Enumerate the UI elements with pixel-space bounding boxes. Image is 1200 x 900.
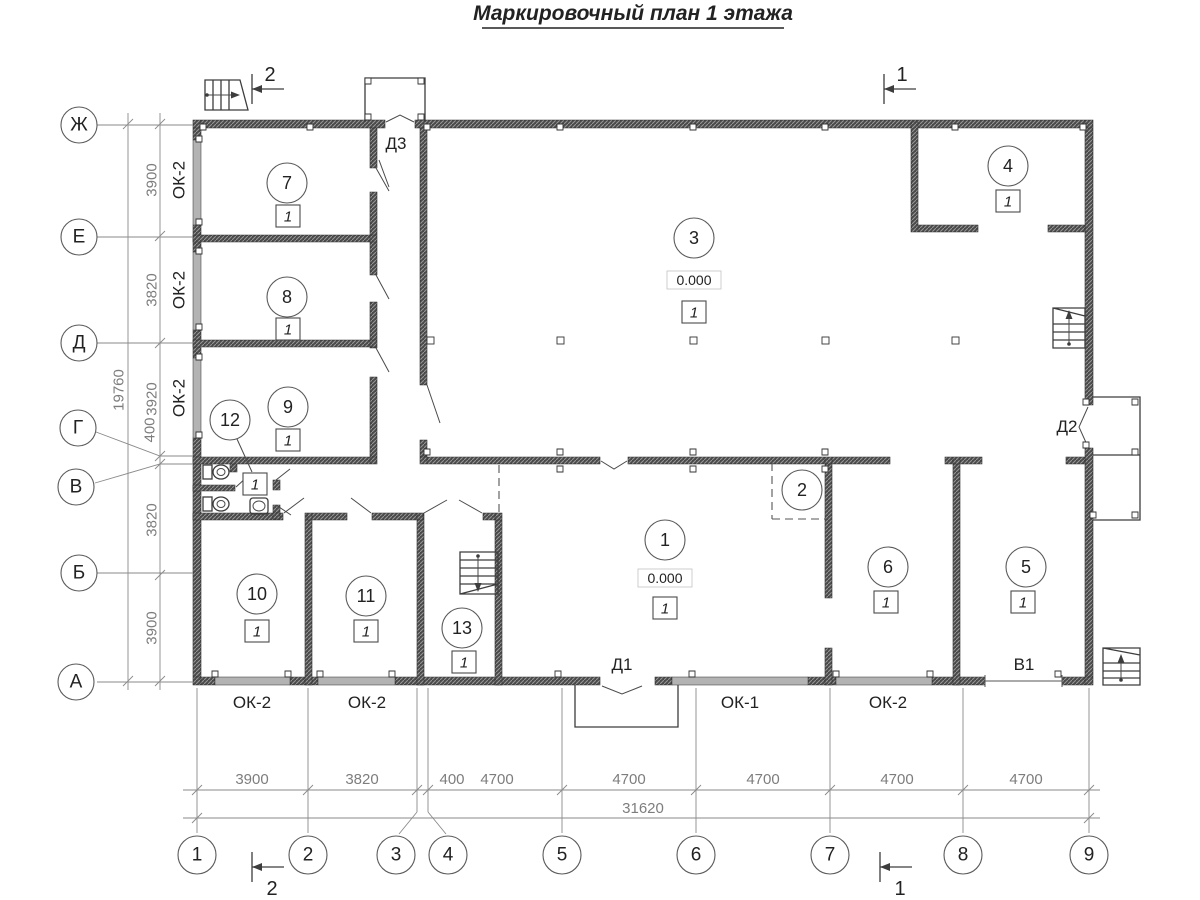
gate-opening-line <box>985 675 1062 687</box>
section-mark-2-bottom <box>252 852 284 900</box>
section-number: 2 <box>264 64 276 86</box>
room-number: 13 <box>451 618 473 638</box>
finish-number: 1 <box>250 476 260 494</box>
column <box>822 337 829 344</box>
exterior-stair-top-left <box>205 80 248 110</box>
door-label-d2: Д2 <box>1056 417 1078 436</box>
interior-stair-room13 <box>460 552 498 594</box>
finish-number: 1 <box>689 304 699 322</box>
door-label-d3: Д3 <box>385 134 407 153</box>
dimension-text: 400 <box>439 771 465 788</box>
section-arrowhead <box>252 863 262 871</box>
axis-label: 3 <box>390 844 402 866</box>
finish-number: 1 <box>283 208 293 226</box>
interior-walls <box>193 122 1085 685</box>
dimension-text: 4700 <box>1009 771 1043 788</box>
finish-number: 1 <box>660 600 670 618</box>
section-number: 1 <box>894 878 906 900</box>
exterior-stair-bottom-right <box>1103 648 1140 685</box>
stair-arrowhead <box>231 92 240 99</box>
toilet-bowl-inner <box>217 469 225 476</box>
room-number: 9 <box>282 397 294 417</box>
section-number: 2 <box>266 878 278 900</box>
window-label-ok2-bottom-1: ОК-2 <box>232 693 272 712</box>
section-mark-1-top <box>884 64 916 104</box>
finish-number: 1 <box>252 623 262 641</box>
finish-number: 1 <box>283 321 293 339</box>
room-marker-10 <box>237 574 277 642</box>
axis-label: Б <box>72 562 86 584</box>
window-label-ok2-bottom-3: ОК-2 <box>868 693 908 712</box>
axis-label: Ж <box>70 114 88 136</box>
finish-number: 1 <box>1003 193 1013 211</box>
room-marker-6 <box>868 547 908 613</box>
toilet-bowl <box>213 497 229 511</box>
dimension-text: 3900 <box>235 771 269 788</box>
window-label-ok1-bottom: ОК-1 <box>720 693 760 712</box>
axis-label: Е <box>72 226 86 248</box>
bottom-axis-grid <box>178 688 1108 874</box>
room-number: 1 <box>659 530 671 550</box>
toilet-tank <box>203 497 212 511</box>
finish-number: 1 <box>361 623 371 641</box>
section-mark-2-top <box>252 64 284 104</box>
stair-start-dot <box>1067 342 1071 346</box>
dimension-total-text: 31620 <box>622 800 664 817</box>
section-number: 1 <box>896 64 908 86</box>
interior-stair-right <box>1053 308 1085 348</box>
axis-label: А <box>69 671 83 693</box>
room-number: 4 <box>1002 156 1014 176</box>
toilet-icon <box>203 497 229 511</box>
dimension-text: 3900 <box>143 163 161 197</box>
room-number: 2 <box>796 480 808 500</box>
axis-label: В <box>69 476 83 498</box>
room-marker-13 <box>442 608 482 673</box>
level-mark: 0.000 <box>647 570 683 586</box>
gate-label-v1: В1 <box>1013 655 1035 674</box>
window-label-ok2-left-3: ОК-2 <box>169 378 189 418</box>
stair-start-dot <box>1119 678 1123 682</box>
dimension-text: 4700 <box>480 771 514 788</box>
toilet-bowl <box>213 465 229 479</box>
room-marker-12 <box>210 400 267 495</box>
dimension-text: 3900 <box>143 611 161 645</box>
room-marker-7 <box>267 163 307 227</box>
column-grid <box>427 337 959 344</box>
room-number: 11 <box>356 586 376 606</box>
toilet-icon <box>203 465 229 479</box>
room-number: 3 <box>688 228 700 248</box>
axis-label: 4 <box>442 844 454 866</box>
stair-arrowhead <box>475 583 482 592</box>
stair-start-dot <box>476 554 480 558</box>
dimension-text: 400 <box>141 417 159 443</box>
washbasin-inner <box>253 501 265 511</box>
stair-start-dot <box>205 93 209 97</box>
room-marker-8 <box>267 277 307 340</box>
axis-label: 6 <box>690 844 702 866</box>
axis-label: 5 <box>556 844 568 866</box>
section-arrowhead <box>252 85 262 93</box>
dimension-text: 4700 <box>612 771 646 788</box>
axis-label: 7 <box>824 844 836 866</box>
window-label-ok2-left-1: ОК-2 <box>169 160 189 200</box>
toilet-bowl-inner <box>217 501 225 508</box>
room-number: 10 <box>246 584 268 604</box>
entrance-porch-bottom <box>575 685 678 727</box>
column <box>690 337 697 344</box>
column <box>952 337 959 344</box>
dimension-text: 3820 <box>143 503 161 537</box>
room-marker-2 <box>782 470 822 510</box>
room-number: 7 <box>281 173 293 193</box>
stair-arrowhead <box>1118 654 1125 663</box>
leader-line <box>237 439 252 472</box>
entrance-vestibule-top <box>365 78 425 122</box>
room-marker-3 <box>667 218 721 323</box>
axis-label: 1 <box>191 844 203 866</box>
room-marker-4 <box>988 146 1028 212</box>
room-number: 5 <box>1020 557 1032 577</box>
dimension-text: 4700 <box>880 771 914 788</box>
room-marker-11 <box>346 576 386 642</box>
axis-label: Д <box>72 332 86 354</box>
room-number: 8 <box>281 287 293 307</box>
section-arrowhead <box>884 85 894 93</box>
axis-label: 2 <box>302 844 314 866</box>
finish-number: 1 <box>459 654 469 672</box>
section-arrowhead <box>880 863 890 871</box>
page-title: Маркировочный план 1 этажа <box>473 2 793 25</box>
level-mark: 0.000 <box>676 272 712 288</box>
entrance-porch-right <box>1093 397 1140 520</box>
room-number: 6 <box>882 557 894 577</box>
column <box>557 337 564 344</box>
door-label-d1: Д1 <box>611 655 633 674</box>
column <box>427 337 434 344</box>
axis-label: 9 <box>1083 844 1095 866</box>
toilet-tank <box>203 465 212 479</box>
finish-number: 1 <box>283 432 293 450</box>
window-label-ok2-left-2: ОК-2 <box>169 270 189 310</box>
finish-number: 1 <box>881 594 891 612</box>
window-label-ok2-bottom-2: ОК-2 <box>347 693 387 712</box>
axis-label: 8 <box>957 844 969 866</box>
dimension-text: 3920 <box>143 382 161 416</box>
washbasin-icon <box>250 498 268 514</box>
axis-label: Г <box>72 417 84 439</box>
room-number: 12 <box>219 410 241 430</box>
dimension-text: 3820 <box>143 273 161 307</box>
room-marker-5 <box>1006 547 1046 613</box>
section-mark-1-bottom <box>880 852 912 900</box>
dimension-text: 3820 <box>345 771 379 788</box>
room-marker-1 <box>638 520 692 619</box>
dimension-total-text: 19760 <box>110 369 128 411</box>
room-marker-9 <box>268 387 308 451</box>
finish-number: 1 <box>1018 594 1028 612</box>
dimension-text: 4700 <box>746 771 780 788</box>
